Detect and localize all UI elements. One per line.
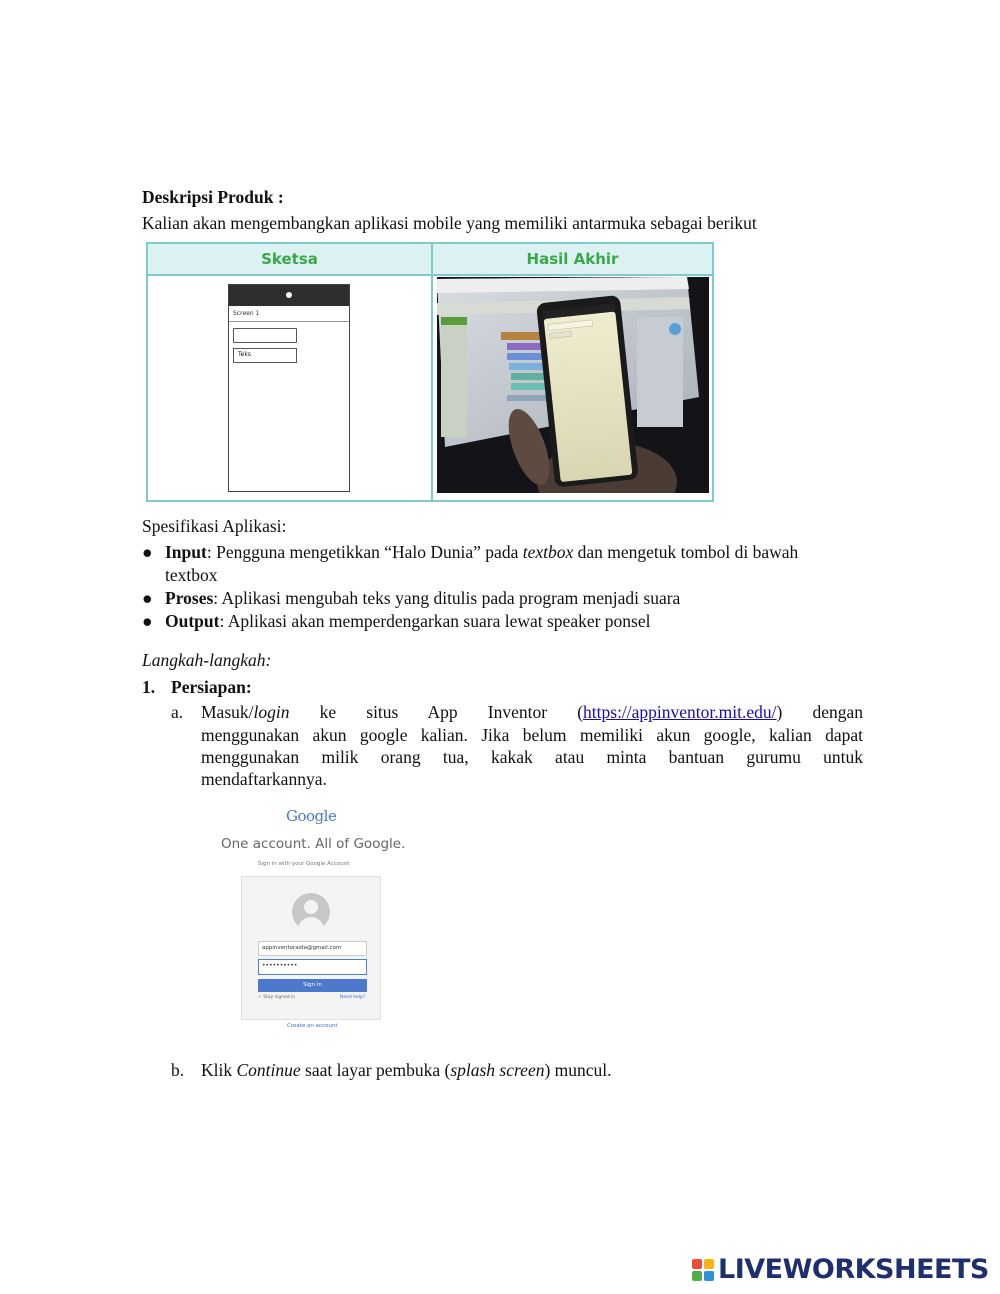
- sketch-button: Teks: [233, 348, 297, 363]
- text-emphasis: login: [253, 702, 290, 722]
- spec-item-process: [165, 587, 680, 609]
- text: ke situs App Inventor (: [289, 702, 584, 722]
- phone-on-laptop-photo: [437, 277, 709, 493]
- text: Masuk/: [201, 702, 254, 722]
- email-field: appinventoraida@gmail.com: [258, 941, 367, 956]
- sketch-screen-label: Screen 1: [229, 306, 349, 322]
- signin-button: Sign in: [258, 979, 367, 992]
- table-header-result: Hasil Akhir: [433, 244, 712, 276]
- spec-text: : Aplikasi mengubah teks yang ditulis pada program menjadi suara: [213, 588, 681, 608]
- password-field: ••••••••••: [258, 959, 367, 975]
- avatar-icon: [292, 893, 330, 931]
- bullet-icon: ●: [142, 542, 153, 562]
- step-title: Persiapan:: [171, 677, 252, 697]
- google-headline: One account. All of Google.: [221, 836, 406, 852]
- text: Klik: [201, 1060, 237, 1080]
- spec-text: dan mengetuk tombol di bawah: [573, 542, 799, 562]
- text: ) dengan: [776, 702, 863, 722]
- sketch-textbox: [233, 328, 297, 343]
- camera-dot-icon: [286, 292, 292, 298]
- spec-label: Output: [165, 611, 220, 631]
- steps-title: Langkah-langkah:: [142, 650, 272, 670]
- comparison-table: [146, 242, 714, 502]
- spec-title: Spesifikasi Aplikasi:: [142, 516, 287, 536]
- spec-label: Input: [165, 542, 207, 562]
- table-header-sketch: Sketsa: [148, 244, 431, 276]
- spec-text: : Aplikasi akan memperdengarkan suara lewat speaker ponsel: [219, 611, 651, 631]
- text-emphasis: Continue: [236, 1060, 301, 1080]
- create-account-link: Create an account: [287, 1023, 338, 1029]
- spec-item-input-cont: textbox: [165, 565, 218, 585]
- intro-text: Kalian akan mengembangkan aplikasi mobile yang memiliki antarmuka sebagai berikut: [142, 213, 757, 233]
- spec-label: Proses: [165, 588, 214, 608]
- text: saat layar pembuka (: [300, 1060, 451, 1080]
- google-signin-screenshot: [215, 802, 415, 1038]
- bullet-icon: ●: [142, 611, 153, 631]
- section-heading: Deskripsi Produk :: [142, 187, 284, 207]
- spec-item-output: [165, 610, 651, 632]
- substep-marker: b.: [171, 1060, 185, 1080]
- google-signin-card: [241, 876, 381, 1020]
- result-photo: [437, 277, 709, 493]
- table-divider: [431, 244, 433, 500]
- logo-text: LIVEWORKSHEETS: [718, 1254, 989, 1285]
- substep-marker: a.: [171, 702, 184, 722]
- substep-a-line1: [201, 701, 863, 723]
- sketch-status-bar: [229, 285, 349, 306]
- substep-a-line4: mendaftarkannya.: [201, 769, 327, 789]
- spec-item-input: [165, 541, 798, 563]
- app-inventor-link[interactable]: https://appinventor.mit.edu/: [583, 702, 777, 722]
- sketch-phone: [228, 284, 350, 492]
- text: ) muncul.: [544, 1060, 612, 1080]
- step-number: 1.: [142, 677, 156, 697]
- substep-b: [201, 1059, 612, 1081]
- text-emphasis: splash screen: [450, 1060, 545, 1080]
- stay-signed-in-checkbox: ✓ Stay signed in: [258, 995, 296, 1000]
- spec-text-emphasis: textbox: [522, 542, 574, 562]
- logo-tiles-icon: [692, 1259, 714, 1281]
- bullet-icon: ●: [142, 588, 153, 608]
- substep-a-line3: menggunakan milik orang tua, kakak atau minta bantuan gurumu untuk: [201, 747, 863, 767]
- google-logo: Google: [286, 807, 337, 825]
- substep-a-line2: menggunakan akun google kalian. Jika belum memiliki akun google, kalian dapat: [201, 725, 863, 745]
- google-subhead: Sign in with your Google Account: [258, 861, 350, 867]
- need-help-link: Need help?: [340, 995, 366, 1000]
- spec-text: : Pengguna mengetikkan “Halo Dunia” pada: [206, 542, 523, 562]
